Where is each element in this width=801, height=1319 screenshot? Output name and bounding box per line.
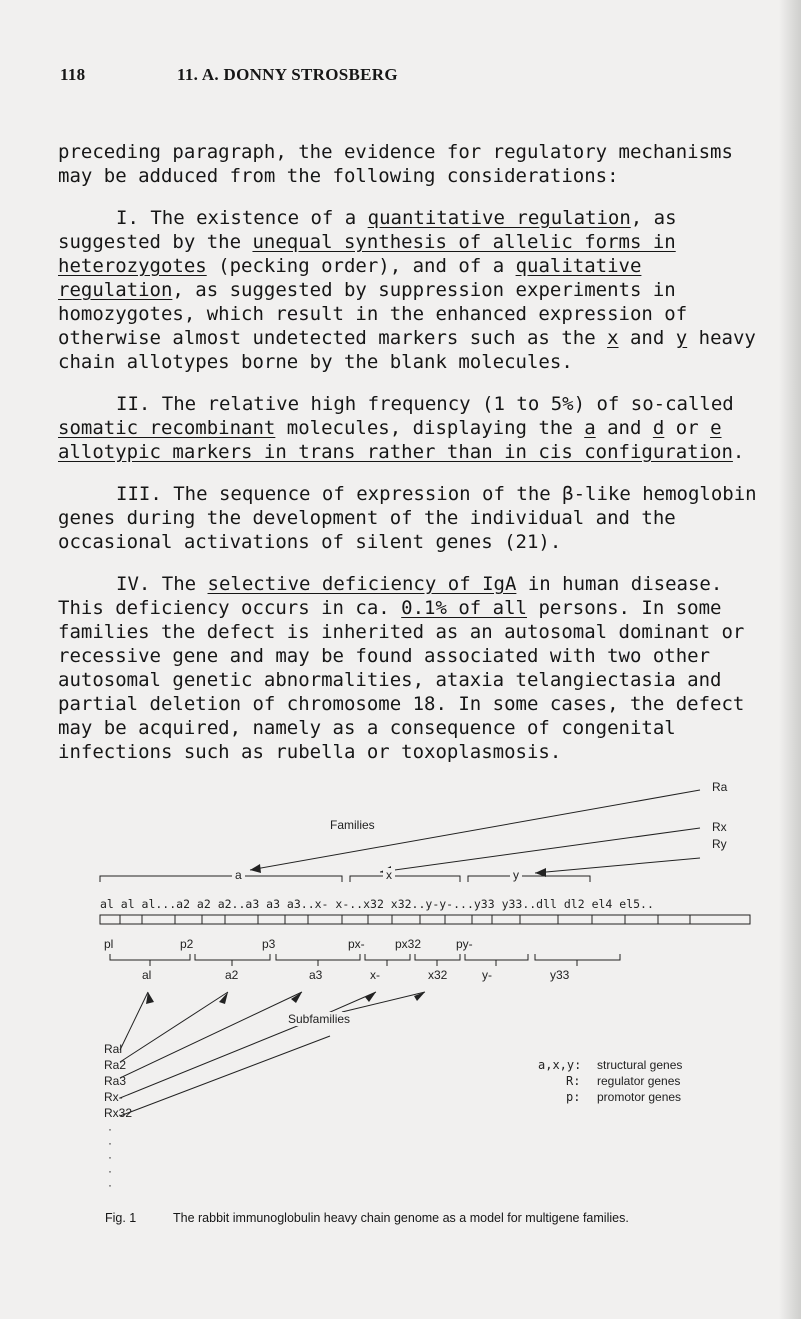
- connector-line: [535, 858, 700, 873]
- underlined-term: selective deficiency of IgA: [207, 573, 517, 595]
- regulator-label-rx: Rx: [712, 820, 727, 834]
- text-run: molecules, displaying the: [275, 417, 585, 439]
- family-label-y: y: [510, 868, 522, 882]
- text-run: persons. In some families the defect is inherited as an autosomal dominant or recessive gene and may be found associated with two other autosomal genetic abnormalities, ataxia telangiectasia and partial deletion of chromosome 18. In some cases, the defect may be acquired, namely as a consequence of congenital infections such as rubella or toxoplasmosis.: [58, 597, 745, 763]
- text-run: The: [150, 573, 208, 595]
- family-bracket-a: [100, 876, 342, 882]
- text-run: .: [732, 441, 745, 463]
- paragraph-4: [58, 572, 778, 764]
- subfamily-label: a2: [225, 968, 239, 982]
- paragraph-number: II.: [116, 393, 151, 415]
- paragraph-2: [58, 392, 778, 464]
- subfamily-regulator-label: Ra2: [104, 1058, 127, 1072]
- text-run: The existence of a: [138, 207, 368, 229]
- underlined-term: quantitative regulation: [367, 207, 631, 229]
- subfamily-label: a3: [309, 968, 323, 982]
- text-run: heavy chain allotypes borne by the blank molecules.: [58, 327, 756, 373]
- caption-label: Fig. 1: [105, 1211, 137, 1225]
- text-run: (pecking order), and of a: [206, 255, 516, 277]
- subfamily-regulator-label: Ral: [104, 1042, 123, 1056]
- subfamilies-label: Subfamilies: [288, 1012, 351, 1026]
- promoter-label: p3: [262, 937, 276, 951]
- connector-line: [380, 828, 700, 872]
- genome-figure: [80, 780, 760, 1192]
- paragraph-3: [58, 482, 778, 554]
- subfamily-regulator-label: Ra3: [104, 1074, 127, 1088]
- legend-value: structural genes: [597, 1058, 683, 1072]
- legend-key: a,x,y:: [538, 1058, 582, 1072]
- intro-paragraph: preceding paragraph, the evidence for regulatory mechanisms may be adduced from the following considerations:: [58, 141, 733, 187]
- underlined-term: e: [710, 417, 722, 439]
- underlined-term: somatic recombinant: [58, 417, 276, 439]
- figure-caption: [105, 1210, 725, 1226]
- underlined-term: unequal synthesis of allelic forms in heterozygotes: [58, 231, 676, 277]
- underlined-term: allotypic markers in trans rather than in cis configuration: [58, 441, 733, 463]
- page-edge-shadow: [779, 0, 801, 1319]
- promoter-label: p2: [180, 937, 194, 951]
- text-run: or: [664, 417, 711, 439]
- paragraph-number: I.: [116, 207, 139, 229]
- subfamily-label: x32: [428, 968, 448, 982]
- subfamily-label: y33: [550, 968, 570, 982]
- legend-value: regulator genes: [597, 1074, 681, 1088]
- paragraph-1: [58, 206, 778, 374]
- running-head: 11. A. DONNY STROSBERG: [177, 65, 398, 84]
- text-run: and: [618, 327, 676, 349]
- text-run: The relative high frequency (1 to 5%) of so-called: [150, 393, 734, 415]
- connector-line: [250, 790, 700, 870]
- underlined-term: x: [607, 327, 619, 349]
- family-bracket-y: [468, 876, 590, 882]
- promoter-label: pl: [104, 937, 114, 951]
- text-run: The sequence of expression of the β-like hemoglobin genes during the development of the individual and the occasional activations of silent genes (21).: [58, 483, 757, 553]
- underlined-term: d: [652, 417, 665, 439]
- chromosome-bar: [100, 915, 750, 924]
- legend-key: p:: [566, 1090, 581, 1104]
- underlined-term: 0.1% of all: [401, 597, 528, 619]
- promoter-label: px32: [395, 937, 422, 951]
- text-run: and: [595, 417, 653, 439]
- family-bracket-x: [350, 876, 460, 882]
- family-label-a: a: [232, 868, 245, 882]
- text-run: , as suggested by suppression experiments in homozygotes, which result in the enhanced expression of otherwise almost undetected markers such as the: [58, 279, 688, 349]
- caption-text: The rabbit immunoglobulin heavy chain genome as a model for multigene families.: [173, 1211, 629, 1225]
- family-label-x: x: [383, 868, 395, 882]
- paragraph-number: IV.: [116, 573, 151, 595]
- text-run: in human disease. This deficiency occurs in ca.: [58, 573, 723, 619]
- subfamily-regulator-label: Rx-: [104, 1090, 123, 1104]
- underlined-term: a: [584, 417, 596, 439]
- underlined-term: y: [675, 327, 688, 349]
- regulator-label-ra: Ra: [712, 780, 728, 794]
- subfamily-regulator-label: Rx32: [104, 1106, 133, 1120]
- subfamily-label: x-: [370, 968, 380, 982]
- gene-row: al al al...a2 a2 a2..a3 a3 a3..x- x-..x32 x32..y-y-...y33 y33..dll dl2 el4 el5..: [100, 897, 654, 911]
- promoter-label: py-: [456, 937, 473, 951]
- underlined-term: qualitative regulation: [58, 255, 642, 301]
- paragraph-number: III.: [116, 483, 162, 505]
- subfamily-label: al: [142, 968, 152, 982]
- page-number: 118: [60, 65, 86, 84]
- regulator-label-ry: Ry: [712, 837, 727, 851]
- families-label: Families: [330, 818, 375, 832]
- text-run: , as suggested by the: [58, 207, 677, 253]
- figure-lines: [80, 780, 760, 1180]
- legend-key: R:: [566, 1074, 581, 1088]
- legend-value: promotor genes: [597, 1090, 682, 1104]
- body-text: [58, 140, 778, 782]
- continuation-dots: · · · · ·: [108, 1122, 112, 1192]
- subfamily-label: y-: [482, 968, 492, 982]
- promoter-label: px-: [348, 937, 365, 951]
